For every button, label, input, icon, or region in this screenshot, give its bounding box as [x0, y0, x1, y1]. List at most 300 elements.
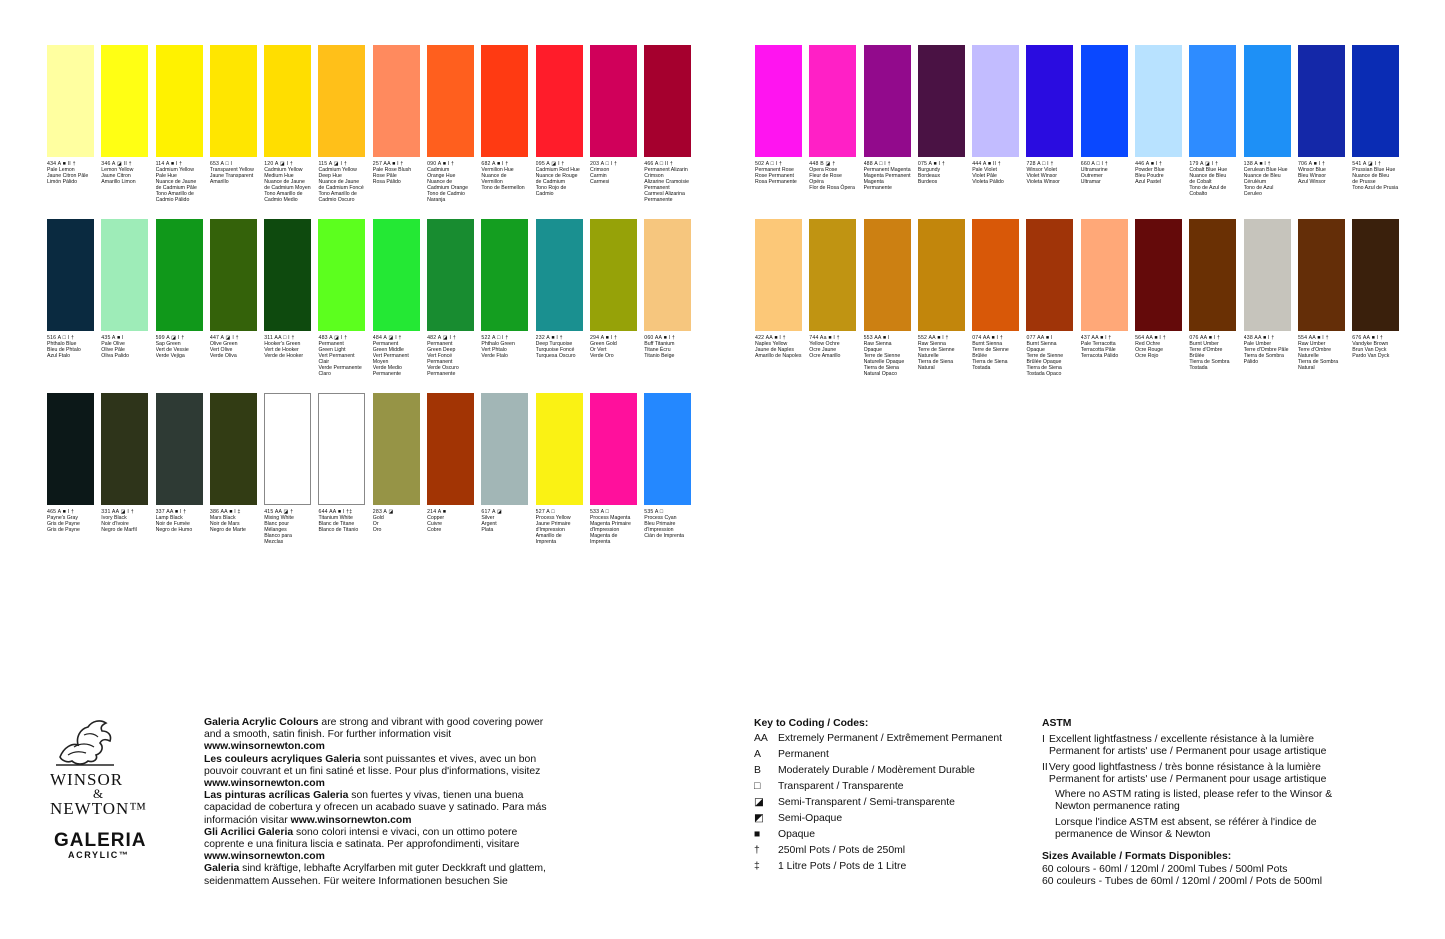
colour-code: 437: [1080, 335, 1091, 341]
description-text: son fuertes y vivas, tienen una buena capacidad de cobertura y ofrecen un acabado suave y satinado. Para más información visitar: [204, 790, 547, 826]
colour-pack: †: [70, 335, 75, 341]
colour-swatch-card: [373, 393, 420, 567]
key-symbol: ◪: [754, 797, 764, 808]
colour-rating: AA: [874, 335, 882, 341]
colour-opacity: ■: [442, 161, 447, 167]
colour-rating: AA: [166, 509, 174, 515]
description-lead: Gli Acrilici Galeria: [204, 826, 294, 838]
colour-swatch: [264, 45, 311, 157]
key-row: [754, 795, 1014, 811]
colour-code: 095: [535, 161, 545, 167]
key-label: Opaque: [778, 829, 815, 840]
colour-opacity: ◪: [388, 335, 394, 341]
griffin-icon: [54, 717, 116, 767]
colour-name: Sap Green Vert de Vessie Verde Vejiga: [155, 341, 189, 359]
colour-code: 294: [589, 335, 600, 341]
colour-swatch-card: [1026, 219, 1073, 393]
key-title: Key to Coding / Codes:: [754, 718, 869, 729]
colour-rating: A: [654, 161, 659, 167]
colour-swatch: [156, 219, 203, 331]
colour-code: 214: [427, 509, 437, 515]
colour-swatch: [864, 45, 911, 157]
colour-swatch-card: [210, 393, 257, 567]
colour-name: Crimson Carmin Carmesi: [589, 167, 610, 185]
colour-swatch-card: [918, 219, 965, 393]
colour-code: 502: [755, 161, 765, 167]
colour-rating: A: [600, 161, 604, 167]
colour-chart-right: [755, 45, 1399, 393]
colour-astm: I: [1050, 335, 1053, 341]
colour-code: 438: [1243, 335, 1253, 341]
colour-name: Vermilion Hue Nuance de Vermillon Tono de Bermellon: [481, 167, 525, 191]
key-symbol: †: [754, 845, 760, 856]
colour-swatch-card: [809, 219, 856, 393]
colour-astm: I: [67, 509, 70, 515]
key-label: Semi-Transparent / Semi-transparente: [778, 797, 955, 808]
colour-swatch: [481, 219, 528, 331]
colour-pack: †: [669, 161, 673, 167]
colour-swatch: [809, 45, 856, 157]
colour-opacity: ■: [774, 335, 778, 341]
colour-rating: AA: [1091, 335, 1099, 341]
colour-rating: A: [166, 335, 170, 341]
colour-pack: †‡: [346, 509, 353, 515]
description-paragraph: [204, 827, 554, 864]
colour-pack: †: [997, 161, 1001, 167]
key-row: [754, 779, 1014, 795]
colour-pack: †: [291, 335, 295, 341]
colour-swatch-card: [264, 393, 311, 567]
colour-opacity: ◪: [825, 161, 831, 167]
colour-code: 465: [47, 509, 57, 515]
colour-name: Prussian Blue Hue Nuance de Bleu de Prusse Tono Azul de Prusia: [1352, 167, 1399, 191]
colour-opacity: ■: [605, 335, 609, 341]
colour-name: Yellow Ochre Ocre Jaune Ocre Amarillo: [809, 341, 841, 359]
colour-astm: I: [887, 335, 890, 341]
colour-pack: †: [505, 161, 509, 167]
colour-swatch-card: [536, 393, 583, 567]
colour-swatch: [264, 393, 311, 505]
colour-swatch-card: [427, 393, 474, 567]
colour-astm: I: [558, 161, 560, 167]
colour-astm: I: [340, 161, 343, 167]
colour-name: Red Ochre Ocre Rouge Ocre Rojo: [1135, 341, 1164, 359]
colour-name: Pale Rose Blush Rose Pâle Rosa Pálido: [372, 167, 412, 185]
coding-key: [754, 717, 1014, 875]
colour-opacity: ■: [174, 509, 179, 515]
colour-pack: †: [128, 161, 132, 167]
colour-name: Ultramarine Outremer Ultramar: [1080, 167, 1108, 185]
colour-name: Process Magenta Magenta Primaire d'Impression Magenta de Imprenta: [589, 515, 631, 545]
colour-swatch-card: [427, 219, 474, 393]
colour-code: 676: [1352, 335, 1362, 341]
description-lead: Galeria: [204, 863, 240, 875]
colour-name: Winsor Violet Violet Winsor Violeta Winsor: [1026, 167, 1060, 185]
website-link[interactable]: www.winsornewton.com: [204, 778, 325, 790]
colour-name: Cerulean Blue Hue Nuance de Bleu Céruléum Tono de Azul Ceruleo: [1243, 167, 1288, 197]
colour-name: Process Cyan Bleu Primaire d'Impression Cián de Imprenta: [644, 515, 685, 539]
colour-rating: A: [765, 161, 769, 167]
colour-opacity: ■: [1317, 335, 1321, 341]
description-lead: Las pinturas acrílicas Galeria: [204, 790, 349, 802]
description-text: sind kräftige, lebhafte Acrylfarben mit guter Deckkraft und glattem, seidenmattem Aussehen. Für weitere Informationen besuchen Sie: [204, 863, 546, 887]
key-symbol: □: [754, 781, 761, 792]
colour-opacity: ■: [497, 161, 501, 167]
colour-pack: †: [887, 161, 891, 167]
colour-astm: I: [556, 335, 558, 341]
colour-opacity: ◪: [279, 161, 285, 167]
colour-swatch: [1081, 219, 1128, 331]
colour-swatch: [373, 219, 420, 331]
colour-swatch: [373, 45, 420, 157]
colour-opacity: □: [879, 161, 883, 167]
colour-name: Permanent Rose Rose Permanent Rosa Permanente: [755, 167, 797, 185]
description-paragraph: [204, 863, 554, 887]
colour-rating: AA: [928, 335, 936, 341]
colour-astm: I: [668, 335, 671, 341]
colour-rating: A: [437, 161, 442, 167]
colour-astm: I: [1047, 161, 1049, 167]
key-label: Moderately Durable / Modèrement Durable: [778, 765, 975, 776]
colour-name: Transparent Yellow Jaune Transparent Amarillo: [209, 167, 254, 185]
colour-pack: †: [70, 509, 75, 515]
colour-swatch: [972, 45, 1019, 157]
colour-swatch: [210, 393, 257, 505]
colour-swatch-card: [1298, 219, 1345, 393]
colour-opacity: ◪: [1205, 161, 1211, 167]
colour-opacity: ■: [933, 161, 937, 167]
colour-astm: I: [502, 161, 504, 167]
colour-chart-left: [47, 45, 691, 567]
colour-opacity: ◪: [171, 335, 177, 341]
colour-astm: I: [1155, 161, 1158, 167]
colour-name: Cadmium Orange Hue Nuance de Cadmium Orange Tono de Cadmio Naranja: [427, 167, 469, 203]
colour-rating: A: [492, 161, 496, 167]
colour-swatch-card: [47, 393, 94, 567]
colour-swatch-card: [755, 45, 802, 219]
colour-code: 535: [644, 509, 654, 515]
colour-opacity: ■: [1208, 335, 1213, 341]
colour-swatch: [47, 219, 94, 331]
colour-astm: I: [395, 335, 397, 341]
colour-opacity: ■: [1154, 335, 1158, 341]
colour-code: 447: [209, 335, 220, 341]
colour-rating: AA: [1308, 335, 1316, 341]
colour-rating: AA: [1362, 335, 1370, 341]
key-row: [754, 859, 1014, 875]
colour-swatch: [373, 393, 420, 505]
colour-name: Raw Sienna Opaque Terre de Sienne Naturelle Opaque Tierra de Siena Natural Opaco: [863, 341, 905, 377]
colour-swatch: [590, 45, 637, 157]
colour-opacity: ■: [1045, 335, 1050, 341]
colour-code: 120: [264, 161, 274, 167]
colour-astm: I: [234, 509, 236, 515]
key-label: 250ml Pots / Pots de 250ml: [778, 845, 906, 856]
colour-code: 553: [863, 335, 873, 341]
astm-row: [1042, 762, 1342, 787]
colour-rating: B: [820, 161, 824, 167]
brand-ampersand: &: [93, 786, 104, 801]
colour-code: 311: [264, 335, 274, 341]
key-row: [754, 763, 1014, 779]
colour-swatch: [481, 45, 528, 157]
colour-opacity: ◪: [442, 335, 448, 341]
colour-swatch: [427, 45, 474, 157]
key-symbol: ■: [754, 829, 761, 840]
astm-text: Very good lightfastness / très bonne résistance à la lumière Permanent for artists' use / Permanent pour usage artistique: [1048, 761, 1327, 785]
colour-swatch: [755, 45, 802, 157]
colour-swatch-card: [536, 45, 583, 219]
colour-opacity: ■: [1150, 161, 1155, 167]
colour-swatch-card: [101, 219, 148, 393]
colour-rating: A: [383, 335, 387, 341]
colour-code: 435: [101, 335, 111, 341]
colour-astm: I: [1213, 335, 1216, 341]
colour-name: Phthalo Green Vert Phtalo Verde Ftalo: [481, 341, 515, 359]
website-link[interactable]: www.winsornewton.com: [204, 851, 325, 863]
colour-name: Copper Cuivre Cobre: [427, 515, 445, 533]
colour-swatch-card: [644, 393, 691, 567]
colour-swatch-card: [809, 45, 856, 219]
colour-opacity: ■: [663, 335, 667, 341]
winsor-newton-logo: [50, 717, 160, 860]
colour-swatch: [318, 393, 365, 505]
colour-name: Pale Terracotta Terracotta Pâle Terracota Pálido: [1080, 341, 1119, 359]
colour-swatch: [1189, 45, 1236, 157]
colour-code: 482: [427, 335, 437, 341]
colour-pack: †: [1215, 161, 1219, 167]
colour-name: Vandyke Brown Brun Van Dyck Pardo Van Dyck: [1352, 341, 1390, 359]
colour-rating: A: [654, 509, 659, 515]
colour-swatch-card: [481, 45, 528, 219]
colour-name: Green Gold Or Vert Verde Oro: [589, 341, 617, 359]
colour-name: Phthalo Blue Bleu de Phtalo Azul Ftalo: [47, 341, 81, 359]
colour-opacity: ■: [882, 335, 887, 341]
colour-astm: I: [610, 335, 613, 341]
colour-opacity: ◪: [1367, 161, 1374, 167]
colour-astm: I: [942, 335, 944, 341]
colour-swatch: [918, 219, 965, 331]
colour-astm: I: [1211, 161, 1214, 167]
colour-name: Process Yellow Jaune Primaire d'Impression Amarillo de Imprenta: [535, 515, 571, 545]
colour-opacity: ◪: [551, 161, 557, 167]
colour-opacity: ■: [116, 335, 121, 341]
sizes-fr: 60 couleurs - Tubes de 60ml / 120ml / 200ml / Pots de 500ml: [1042, 875, 1323, 887]
colour-code: 483: [318, 335, 328, 341]
colour-astm: I: [610, 161, 613, 167]
key-symbol: AA: [754, 733, 768, 744]
colour-swatch: [427, 219, 474, 331]
colour-swatch-card: [1352, 219, 1399, 393]
colour-swatch-card: [47, 219, 94, 393]
colour-swatch-card: [1244, 45, 1291, 219]
sizes-en: 60 colours - 60ml / 120ml / 200ml Tubes / 500ml Pots: [1042, 863, 1288, 875]
product-description: [204, 717, 554, 888]
colour-code: 115: [318, 161, 328, 167]
colour-swatch: [47, 45, 94, 157]
colour-swatch-card: [1189, 45, 1236, 219]
colour-rating: A: [1200, 161, 1204, 167]
colour-name: Mixing White Blanc pour Mélanges Blanco para Mezclas: [264, 515, 294, 545]
colour-name: Titanium White Blanc de Titane Blanco de Titanio: [318, 515, 359, 533]
colour-name: Cadmium Yellow Medium Hue Nuance de Jaune de Cadmium Moyen Tono Amarillo de Cadmio Medio: [264, 167, 311, 203]
colour-swatch-card: [156, 219, 203, 393]
colour-opacity: ■: [337, 509, 342, 515]
colour-rating: A: [57, 509, 61, 515]
colour-swatch-card: [590, 219, 637, 393]
colour-pack: †: [1321, 161, 1326, 167]
colour-swatch: [1135, 45, 1182, 157]
colour-name: Payne's Gray Gris de Payne Gris de Payne: [47, 515, 80, 533]
colour-code: 415: [264, 509, 274, 515]
colour-pack: †: [1050, 161, 1054, 167]
colour-rating: A: [274, 161, 279, 167]
colour-astm: I: [121, 335, 124, 341]
colour-rating: AA: [1037, 335, 1045, 341]
colour-code: 444: [972, 161, 982, 167]
colour-code: 090: [427, 161, 437, 167]
colour-swatch-card: [590, 45, 637, 219]
colour-astm: I: [996, 335, 999, 341]
colour-astm: I: [833, 335, 835, 341]
colour-opacity: ■: [987, 161, 992, 167]
colour-rating: A: [1308, 161, 1312, 167]
colour-pack: †: [289, 161, 294, 167]
astm-row: [1042, 734, 1342, 759]
key-symbol: ‡: [754, 861, 760, 872]
colour-opacity: ◪: [333, 161, 339, 167]
colour-name: Burnt Umber Terre d'Ombre Brûlée Tierra de Sombra Tostada: [1189, 341, 1230, 371]
colour-swatch: [590, 219, 637, 331]
colour-rating: A: [1145, 161, 1150, 167]
colour-astm: II: [67, 161, 71, 167]
colour-swatch: [590, 393, 637, 505]
colour-swatch: [1026, 45, 1073, 157]
colour-swatch: [1189, 219, 1236, 331]
colour-code: 564: [1135, 335, 1145, 341]
colour-code: 346: [101, 161, 111, 167]
website-link[interactable]: www.winsornewton.com: [290, 814, 412, 826]
colour-swatch: [427, 393, 474, 505]
colour-pack: †: [183, 509, 187, 515]
colour-code: 434: [47, 161, 57, 167]
description-text: are strong and vibrant with good covering power and a smooth, satin finish. For further information visit: [204, 717, 544, 741]
colour-pack: †: [1162, 335, 1166, 341]
colour-opacity: ■: [828, 335, 832, 341]
colour-astm: I: [447, 161, 450, 167]
colour-swatch-card: [755, 219, 802, 393]
colour-swatch: [101, 393, 148, 505]
colour-code: 552: [917, 335, 928, 341]
colour-swatch-card: [481, 219, 528, 393]
colour-swatch: [1244, 45, 1291, 157]
colour-pack: †: [613, 335, 618, 341]
colour-opacity: ◪: [497, 509, 503, 515]
colour-code: 527: [535, 509, 545, 515]
colour-rating: A: [1091, 161, 1095, 167]
colour-astm: I: [340, 335, 343, 341]
colour-astm: I: [288, 335, 290, 341]
colour-pack: †: [400, 161, 404, 167]
key-row: [754, 811, 1014, 827]
colour-code: 179: [1189, 161, 1199, 167]
colour-swatch-card: [864, 219, 911, 393]
colour-astm: I: [232, 335, 234, 341]
colour-rating: A: [383, 509, 387, 515]
colour-astm: I: [502, 335, 504, 341]
colour-code: 446: [1135, 161, 1145, 167]
colour-code: 074: [972, 335, 982, 341]
colour-name: Lemon Yellow Jaune Citron Amarillo Limon: [101, 167, 136, 185]
colour-swatch: [156, 45, 203, 157]
colour-swatch: [536, 219, 583, 331]
colour-opacity: ■: [1313, 161, 1317, 167]
brand-newton: NEWTON™: [50, 799, 147, 818]
colour-pack: †: [1159, 161, 1163, 167]
colour-code: 599: [155, 335, 165, 341]
colour-opacity: ■: [551, 335, 555, 341]
colour-name: Lamp Black Noir de Fumée Negro de Humo: [155, 515, 193, 533]
colour-code: 232: [535, 335, 545, 341]
colour-name: Raw Umber Terre d'Ombre Naturelle Tierra de Sombra Natural: [1297, 341, 1339, 371]
colour-astm: I: [178, 335, 180, 341]
colour-name: Cadmium Yellow Deep Hue Nuance de Jaune de Cadmium Foncé Tono Amarillo de Cadmio Oscuro: [318, 167, 364, 203]
colour-rating: A: [328, 161, 333, 167]
colour-name: Gold Or Oro: [372, 515, 384, 533]
colour-name: Pale Umber Terre d'Ombre Pâle Tierra de Sombra Pálido: [1243, 341, 1289, 365]
colour-code: 522: [481, 335, 491, 341]
colour-rating: A: [111, 335, 116, 341]
colour-pack: †: [505, 335, 509, 341]
colour-opacity: ◪: [116, 161, 123, 167]
colour-swatch-card: [210, 45, 257, 219]
astm-section: [1042, 717, 1342, 888]
colour-pack: †: [398, 335, 402, 341]
colour-astm: I: [1159, 335, 1162, 341]
colour-swatch: [809, 219, 856, 331]
colour-swatch-card: [1081, 219, 1128, 393]
colour-rating: AA: [765, 335, 773, 341]
colour-swatch-card: [1135, 45, 1182, 219]
colour-opacity: □: [551, 509, 555, 515]
colour-rating: A: [437, 509, 442, 515]
website-link[interactable]: www.winsornewton.com: [204, 741, 325, 753]
colour-swatch: [536, 45, 583, 157]
colour-astm: I: [884, 161, 886, 167]
colour-name: Buff Titanium Titane Écru Titanio Beige: [644, 341, 675, 359]
colour-opacity: □: [770, 161, 774, 167]
colour-pack: †: [344, 335, 348, 341]
colour-swatch-card: [264, 45, 311, 219]
colour-swatch-card: [101, 45, 148, 219]
colour-code: 484: [372, 335, 383, 341]
colour-code: 541: [1352, 161, 1362, 167]
colour-swatch: [1081, 45, 1128, 157]
colour-rating: AA: [274, 509, 282, 515]
colour-astm: I: [1318, 161, 1321, 167]
colour-astm: I: [67, 335, 70, 341]
colour-pack: †: [1108, 335, 1112, 341]
colour-code: 660: [1080, 161, 1091, 167]
colour-opacity: ■: [442, 509, 447, 515]
colour-swatch-card: [318, 219, 365, 393]
brand-winsor: WINSOR: [50, 770, 124, 789]
colour-name: Ivory Black Noir d'Ivoire Negro de Marfil: [101, 515, 137, 533]
colour-name: Winsor Blue Bleu Winsor Azul Winsor: [1297, 167, 1326, 185]
colour-pack: †: [559, 335, 563, 341]
colour-swatch: [755, 219, 802, 331]
colour-astm: I: [1374, 161, 1377, 167]
